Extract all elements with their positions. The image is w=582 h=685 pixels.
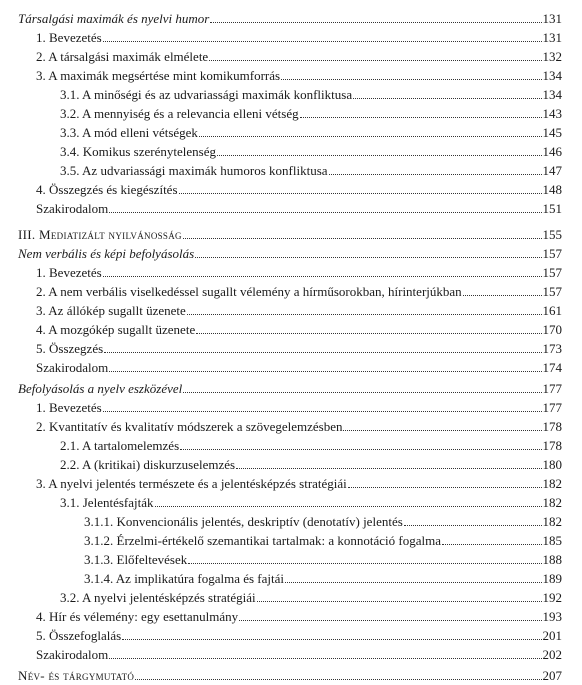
toc-entry-title: Szakirodalom <box>36 360 109 375</box>
toc-entry-title: 3. Az állókép sugallt üzenete <box>36 303 186 318</box>
dot-leader <box>109 200 541 213</box>
toc-entry-page: 132 <box>542 49 562 64</box>
dot-leader <box>463 283 542 296</box>
toc-entry-title: 1. Bevezetés <box>36 400 102 415</box>
toc-entry[interactable] <box>0 359 562 377</box>
dot-leader <box>104 340 541 353</box>
toc-entry[interactable] <box>0 124 562 142</box>
dot-leader <box>343 418 541 431</box>
toc-entry[interactable] <box>0 399 562 417</box>
toc-entry[interactable] <box>0 29 562 47</box>
toc-entry-page: 177 <box>542 400 562 415</box>
toc-entry[interactable] <box>0 67 562 85</box>
dot-leader <box>179 181 542 194</box>
toc-entry[interactable] <box>0 551 562 569</box>
toc-entry[interactable] <box>0 608 562 626</box>
toc-entry[interactable] <box>0 589 562 607</box>
toc-entry[interactable] <box>0 456 562 474</box>
toc-entry-title: 5. Összefoglalás <box>36 628 122 643</box>
toc-entry-page: 185 <box>542 533 562 548</box>
toc-entry-title: 2. A társalgási maximák elmélete <box>36 49 209 64</box>
toc-entry-title: 2. A nem verbális viselkedéssel sugallt vélemény a hírműsorokban, hírinterjúkban <box>36 284 462 299</box>
toc-entry[interactable] <box>0 627 562 645</box>
toc-entry-page: 207 <box>542 668 562 683</box>
dot-leader <box>209 48 541 61</box>
toc-entry-title: 3. A nyelvi jelentés természete és a jelentésképzés stratégiái <box>36 476 347 491</box>
toc-entry-page: 170 <box>542 322 562 337</box>
toc-entry-title: Név- és tárgymutató <box>18 668 135 683</box>
toc-entry[interactable] <box>0 570 562 588</box>
toc-entry-page: 134 <box>542 68 562 83</box>
toc-entry-title: 3.1. Jelentésfajták <box>60 495 154 510</box>
toc-entry-page: 143 <box>542 106 562 121</box>
toc-entry[interactable] <box>0 200 562 218</box>
toc-entry[interactable] <box>0 226 562 244</box>
toc-entry[interactable] <box>0 162 562 180</box>
dot-leader <box>183 226 542 239</box>
toc-entry-title: Társalgási maximák és nyelvi humor <box>18 11 210 26</box>
toc-entry-title: 1. Bevezetés <box>36 30 102 45</box>
toc-entry-page: 178 <box>542 438 562 453</box>
toc-entry-page: 182 <box>542 514 562 529</box>
toc-entry-page: 151 <box>542 201 562 216</box>
dot-leader <box>442 532 542 545</box>
toc-entry-title: 3.1.1. Konvencionális jelentés, deskriptív (denotatív) jelentés <box>84 514 403 529</box>
toc-entry-title: Nem verbális és képi befolyásolás <box>18 246 195 261</box>
toc-entry-page: 148 <box>542 182 562 197</box>
dot-leader <box>180 437 541 450</box>
toc-entry-title: 3. A maximák megsértése mint komikumforrás <box>36 68 281 83</box>
toc-entry-page: 174 <box>542 360 562 375</box>
toc-entry-title: III. Mediatizált nyilvánosság <box>18 227 182 242</box>
toc-entry-page: 188 <box>542 552 562 567</box>
toc-entry-title: 3.1. A minőségi és az udvariassági maximák konfliktusa <box>60 87 353 102</box>
toc-entry[interactable] <box>0 181 562 199</box>
toc-entry[interactable] <box>0 321 562 339</box>
dot-leader <box>217 143 542 156</box>
toc-entry-title: 3.5. Az udvariassági maximák humoros konfliktusa <box>60 163 328 178</box>
toc-entry-page: 192 <box>542 590 562 605</box>
toc-entry[interactable] <box>0 494 562 512</box>
toc-entry-page: 157 <box>542 246 562 261</box>
toc-entry-page: 177 <box>542 381 562 396</box>
dot-leader <box>103 29 542 42</box>
toc-entry-page: 146 <box>542 144 562 159</box>
toc-entry-page: 182 <box>542 495 562 510</box>
toc-entry-title: 2.1. A tartalomelemzés <box>60 438 180 453</box>
toc-entry-title: 3.1.4. Az implikatúra fogalma és fajtái <box>84 571 284 586</box>
dot-leader <box>210 10 541 23</box>
toc-entry[interactable] <box>0 646 562 664</box>
toc-entry-title: 3.2. A mennyiség és a relevancia elleni vétség <box>60 106 299 121</box>
toc-entry-page: 157 <box>542 284 562 299</box>
toc-entry-title: 3.4. Komikus szerénytelenség <box>60 144 216 159</box>
toc-entry-page: 182 <box>542 476 562 491</box>
toc-entry[interactable] <box>0 48 562 66</box>
dot-leader <box>281 67 541 80</box>
toc-entry-page: 189 <box>542 571 562 586</box>
toc-entry[interactable] <box>0 302 562 320</box>
toc-entry[interactable] <box>0 418 562 436</box>
toc-entry-title: 2.2. A (kritikai) diskurzuselemzés <box>60 457 236 472</box>
toc-entry-title: 1. Bevezetés <box>36 265 102 280</box>
toc-entry-page: 157 <box>542 265 562 280</box>
dot-leader <box>257 589 542 602</box>
dot-leader <box>353 86 541 99</box>
toc-entry[interactable] <box>0 340 562 358</box>
toc-entry[interactable] <box>0 667 562 685</box>
toc-entry-page: 178 <box>542 419 562 434</box>
dot-leader <box>187 302 542 315</box>
toc-entry[interactable] <box>0 437 562 455</box>
toc-entry-title: 4. Összegzés és kiegészítés <box>36 182 178 197</box>
toc-entry-page: 161 <box>542 303 562 318</box>
toc-entry-page: 131 <box>542 11 562 26</box>
dot-leader <box>300 105 542 118</box>
dot-leader <box>404 513 542 526</box>
toc-entry[interactable] <box>0 245 562 263</box>
toc-entry-title: 3.2. A nyelvi jelentésképzés stratégiái <box>60 590 256 605</box>
dot-leader <box>103 399 542 412</box>
dot-leader <box>239 608 541 621</box>
toc-entry[interactable] <box>0 513 562 531</box>
toc-entry[interactable] <box>0 10 562 28</box>
dot-leader <box>199 124 542 137</box>
toc-entry-page: 201 <box>542 628 562 643</box>
toc-entry-page: 180 <box>542 457 562 472</box>
dot-leader <box>155 494 542 507</box>
dot-leader <box>183 380 541 393</box>
toc-entry[interactable] <box>0 86 562 104</box>
toc-entry-page: 193 <box>542 609 562 624</box>
toc-entry[interactable] <box>0 475 562 493</box>
toc-entry[interactable] <box>0 143 562 161</box>
toc-entry-title: 4. Hír és vélemény: egy esettanulmány <box>36 609 239 624</box>
dot-leader <box>122 627 541 640</box>
dot-leader <box>135 667 541 680</box>
dot-leader <box>196 321 541 334</box>
toc-entry-page: 202 <box>542 647 562 662</box>
dot-leader <box>109 646 541 659</box>
toc-entry[interactable] <box>0 264 562 282</box>
dot-leader <box>109 359 541 372</box>
toc-entry-title: 3.3. A mód elleni vétségek <box>60 125 198 140</box>
dot-leader <box>348 475 542 488</box>
toc-entry-title: Szakirodalom <box>36 647 109 662</box>
toc-entry-page: 131 <box>542 30 562 45</box>
toc-entry-page: 147 <box>542 163 562 178</box>
dot-leader <box>195 245 541 258</box>
toc-entry-page: 155 <box>542 227 562 242</box>
toc-entry[interactable] <box>0 532 562 550</box>
toc-entry-page: 145 <box>542 125 562 140</box>
dot-leader <box>285 570 542 583</box>
dot-leader <box>329 162 542 175</box>
toc-entry-page: 173 <box>542 341 562 356</box>
dot-leader <box>103 264 542 277</box>
toc-entry-title: Befolyásolás a nyelv eszközével <box>18 381 183 396</box>
toc-entry-title: 2. Kvantitatív és kvalitatív módszerek a szövegelemzésben <box>36 419 343 434</box>
toc-entry[interactable] <box>0 380 562 398</box>
dot-leader <box>188 551 541 564</box>
dot-leader <box>236 456 541 469</box>
toc-entry-page: 134 <box>542 87 562 102</box>
toc-entry-title: 5. Összegzés <box>36 341 104 356</box>
toc-entry-title: Szakirodalom <box>36 201 109 216</box>
toc-entry[interactable] <box>0 105 562 123</box>
toc-entry[interactable] <box>0 283 562 301</box>
toc-entry-title: 3.1.3. Előfeltevések <box>84 552 188 567</box>
toc-entry-title: 4. A mozgókép sugallt üzenete <box>36 322 196 337</box>
toc-entry-title: 3.1.2. Érzelmi-értékelő szemantikai tartalmak: a konnotáció fogalma <box>84 533 441 548</box>
